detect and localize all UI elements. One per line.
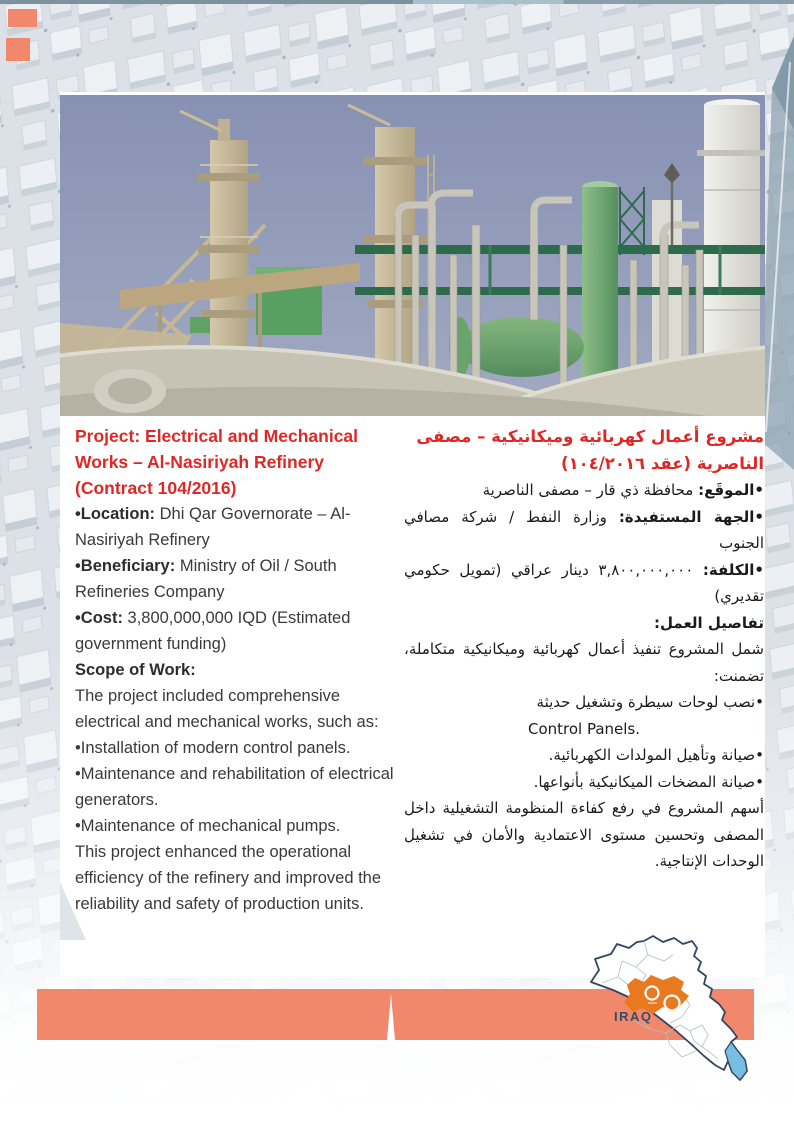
persian-gulf <box>725 1042 747 1080</box>
project-title-ar: مشروع أعمال كهربائية وميكانيكية – مصفى الناصرية (عقد ١٠٤/٢٠١٦) <box>416 427 764 473</box>
corner-accent-square-2 <box>6 38 30 61</box>
location-line <box>75 501 401 553</box>
location-value-ar: محافظة ذي قار – مصفى الناصرية <box>482 481 699 499</box>
beneficiary-label: •Beneficiary: <box>75 557 176 575</box>
details-bullet-1-ar: •نصب لوحات سيطرة وتشغيل حديثة <box>536 693 764 711</box>
refinery-photo <box>60 95 765 416</box>
cost-value: 3,800,000,000 IQD (Estimated government funding) <box>75 609 351 653</box>
scope-bullet-1: •Installation of modern control panels. <box>75 739 351 757</box>
cost-label: •Cost: <box>75 609 123 627</box>
closing-paragraph-ar: أسهم المشروع في رفع كفاءة المنظومة التشغيلية داخل المصفى وتحسين مستوى الاعتمادية والأمان في تشغيل الوحدات الإنتاجية. <box>404 799 764 870</box>
beneficiary-label-ar: •الجهة المستفيدة: <box>618 507 765 526</box>
iraq-label: IRAQ <box>614 1009 653 1024</box>
english-column <box>75 423 401 917</box>
location-value: Dhi Qar Governorate – Al-Nasiriyah Refinery <box>75 505 351 549</box>
beneficiary-value: Ministry of Oil / South Refineries Company <box>75 557 337 601</box>
location-label: •Location: <box>75 505 156 523</box>
top-accent-strip <box>0 0 794 4</box>
details-heading-ar: تفاصيل العمل: <box>654 613 764 632</box>
banner-notch <box>387 994 395 1040</box>
scope-bullet-2: •Maintenance and rehabilitation of electrical generators. <box>75 765 394 809</box>
beneficiary-value-ar: وزارة النفط / شركة مصافي الجنوب <box>404 507 764 552</box>
beneficiary-line <box>75 553 401 605</box>
scope-intro: The project included comprehensive electrical and mechanical works, such as: <box>75 687 379 731</box>
cost-label-ar: •الكلفة: <box>702 560 764 579</box>
cost-line <box>75 605 401 657</box>
corner-accent-square-1 <box>8 9 37 27</box>
iraq-map <box>578 933 790 1105</box>
details-bullet-3-ar: •صيانة المضخات الميكانيكية بأنواعها. <box>533 772 764 791</box>
scope-bullet-3: •Maintenance of mechanical pumps. <box>75 817 341 835</box>
details-bullet-2-ar: •صيانة وتأهيل المولدات الكهربائية. <box>548 746 764 764</box>
cost-line-ar <box>404 557 764 610</box>
arabic-column <box>404 423 764 875</box>
beneficiary-line-ar <box>404 504 764 557</box>
scope-heading: Scope of Work: <box>75 661 196 679</box>
closing-paragraph-en: This project enhanced the operational efficiency of the refinery and improved the reliability and safety of production units. <box>75 843 382 913</box>
cost-value-ar: ٣,٨٠٠,٠٠٠,٠٠٠ دينار عراقي (تمويل حكومي تقديري) <box>404 560 764 605</box>
location-label-ar: •الموقَع: <box>698 481 764 499</box>
details-intro-ar: شمل المشروع تنفيذ أعمال كهربائية وميكانيكية متكاملة، تضمنت: <box>404 640 764 685</box>
control-panels-line: Control Panels. <box>527 719 641 738</box>
location-line-ar <box>404 477 764 504</box>
project-title-en: Project: Electrical and Mechanical Works – Al-Nasiriyah Refinery (Contract 104/2016) <box>75 426 359 498</box>
